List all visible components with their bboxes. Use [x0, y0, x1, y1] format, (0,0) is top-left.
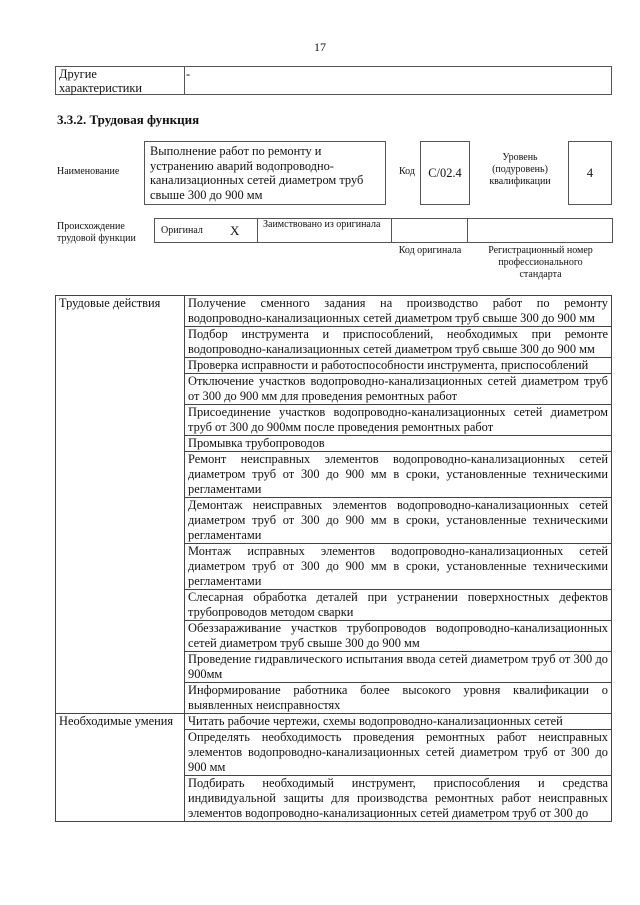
group-item: Монтаж исправных элементов водопроводно-канализационных сетей диаметром труб от 300 до 900 мм в сроки, установленные техническими регламентами — [185, 544, 612, 590]
group-item: Промывка трубопроводов — [185, 436, 612, 452]
origin-label: Происхождение трудовой функции — [57, 221, 136, 244]
function-code: C/02.4 — [420, 141, 470, 205]
group-item: Слесарная обработка деталей при устранении поверхностных дефектов трубопроводов методом сварки — [185, 590, 612, 621]
group-item: Информирование работника более высокого уровня квалификации о выявленных неисправностях — [185, 683, 612, 714]
code-label: Код — [399, 166, 415, 177]
level-label: Уровень (подуровень) квалификации — [489, 152, 551, 187]
name-label: Наименование — [57, 166, 120, 177]
group-item: Подбор инструмента и приспособлений, необходимых при ремонте водопроводно-канализационных сетей диаметром труб свыше 300 до 900 мм — [185, 327, 612, 358]
group-item: Подбирать необходимый инструмент, приспособления и средства индивидуальной защиты для производства ремонтных работ неисправных элементов водопроводно-канализационных сетей диаметром труб от 300 до — [185, 776, 612, 822]
original-mark: X — [230, 223, 240, 238]
group-item: Демонтаж неисправных элементов водопроводно-канализационных сетей диаметром труб от 300 до 900 мм в сроки, установленные техническими регламентами — [185, 498, 612, 544]
group-label: Необходимые умения — [56, 714, 185, 822]
other-label: Другие характеристики — [56, 67, 185, 94]
group-item: Присоединение участков водопроводно-канализационных сетей диаметром труб от 300 до 900мм после проведения ремонтных работ — [185, 405, 612, 436]
group-item: Определять необходимость проведения ремонтных работ неисправных элементов водопроводно-канализационных сетей диаметром труб от 300 до 900 мм — [185, 730, 612, 776]
qualification-level: 4 — [568, 141, 612, 205]
group-item: Получение сменного задания на производство работ по ремонту водопроводно-канализационных сетей диаметром труб свыше 300 до 900 мм — [185, 296, 612, 327]
function-name: Выполнение работ по ремонту и устранению аварий водопроводно-канализационных сетей диаметром труб свыше 300 до 900 мм — [144, 141, 386, 205]
group-item: Проведение гидравлического испытания ввода сетей диаметром труб от 300 до 900мм — [185, 652, 612, 683]
page-number: 17 — [314, 40, 326, 54]
group-item: Ремонт неисправных элементов водопроводно-канализационных сетей диаметром труб от 300 до 900 мм в сроки, установленные техническими регламентами — [185, 452, 612, 498]
group-item: Читать рабочие чертежи, схемы водопроводно-канализационных сетей — [185, 714, 612, 730]
other-characteristics-row — [55, 66, 612, 95]
group-item: Проверка исправности и работоспособности инструмента, приспособлений — [185, 358, 612, 374]
original-label: Оригинал — [161, 225, 203, 236]
section-title: 3.3.2. Трудовая функция — [57, 112, 200, 127]
group-label: Трудовые действия — [56, 296, 185, 714]
borrowed-label: Заимствовано из оригинала — [263, 219, 381, 230]
other-value: - — [186, 67, 191, 81]
table-row — [56, 714, 612, 730]
reg-number-caption: Регистрационный номер профессионального стандарта — [488, 245, 593, 280]
group-item: Отключение участков водопроводно-канализационных сетей диаметром труб от 300 до 900 мм для проведения ремонтных работ — [185, 374, 612, 405]
function-details-table — [55, 295, 612, 822]
group-item: Обеззараживание участков трубопроводов водопроводно-канализационных сетей диаметром труб свыше 300 до 900 мм — [185, 621, 612, 652]
table-row — [56, 296, 612, 327]
origin-row — [154, 218, 613, 243]
code-original-caption: Код оригинала — [398, 245, 462, 256]
